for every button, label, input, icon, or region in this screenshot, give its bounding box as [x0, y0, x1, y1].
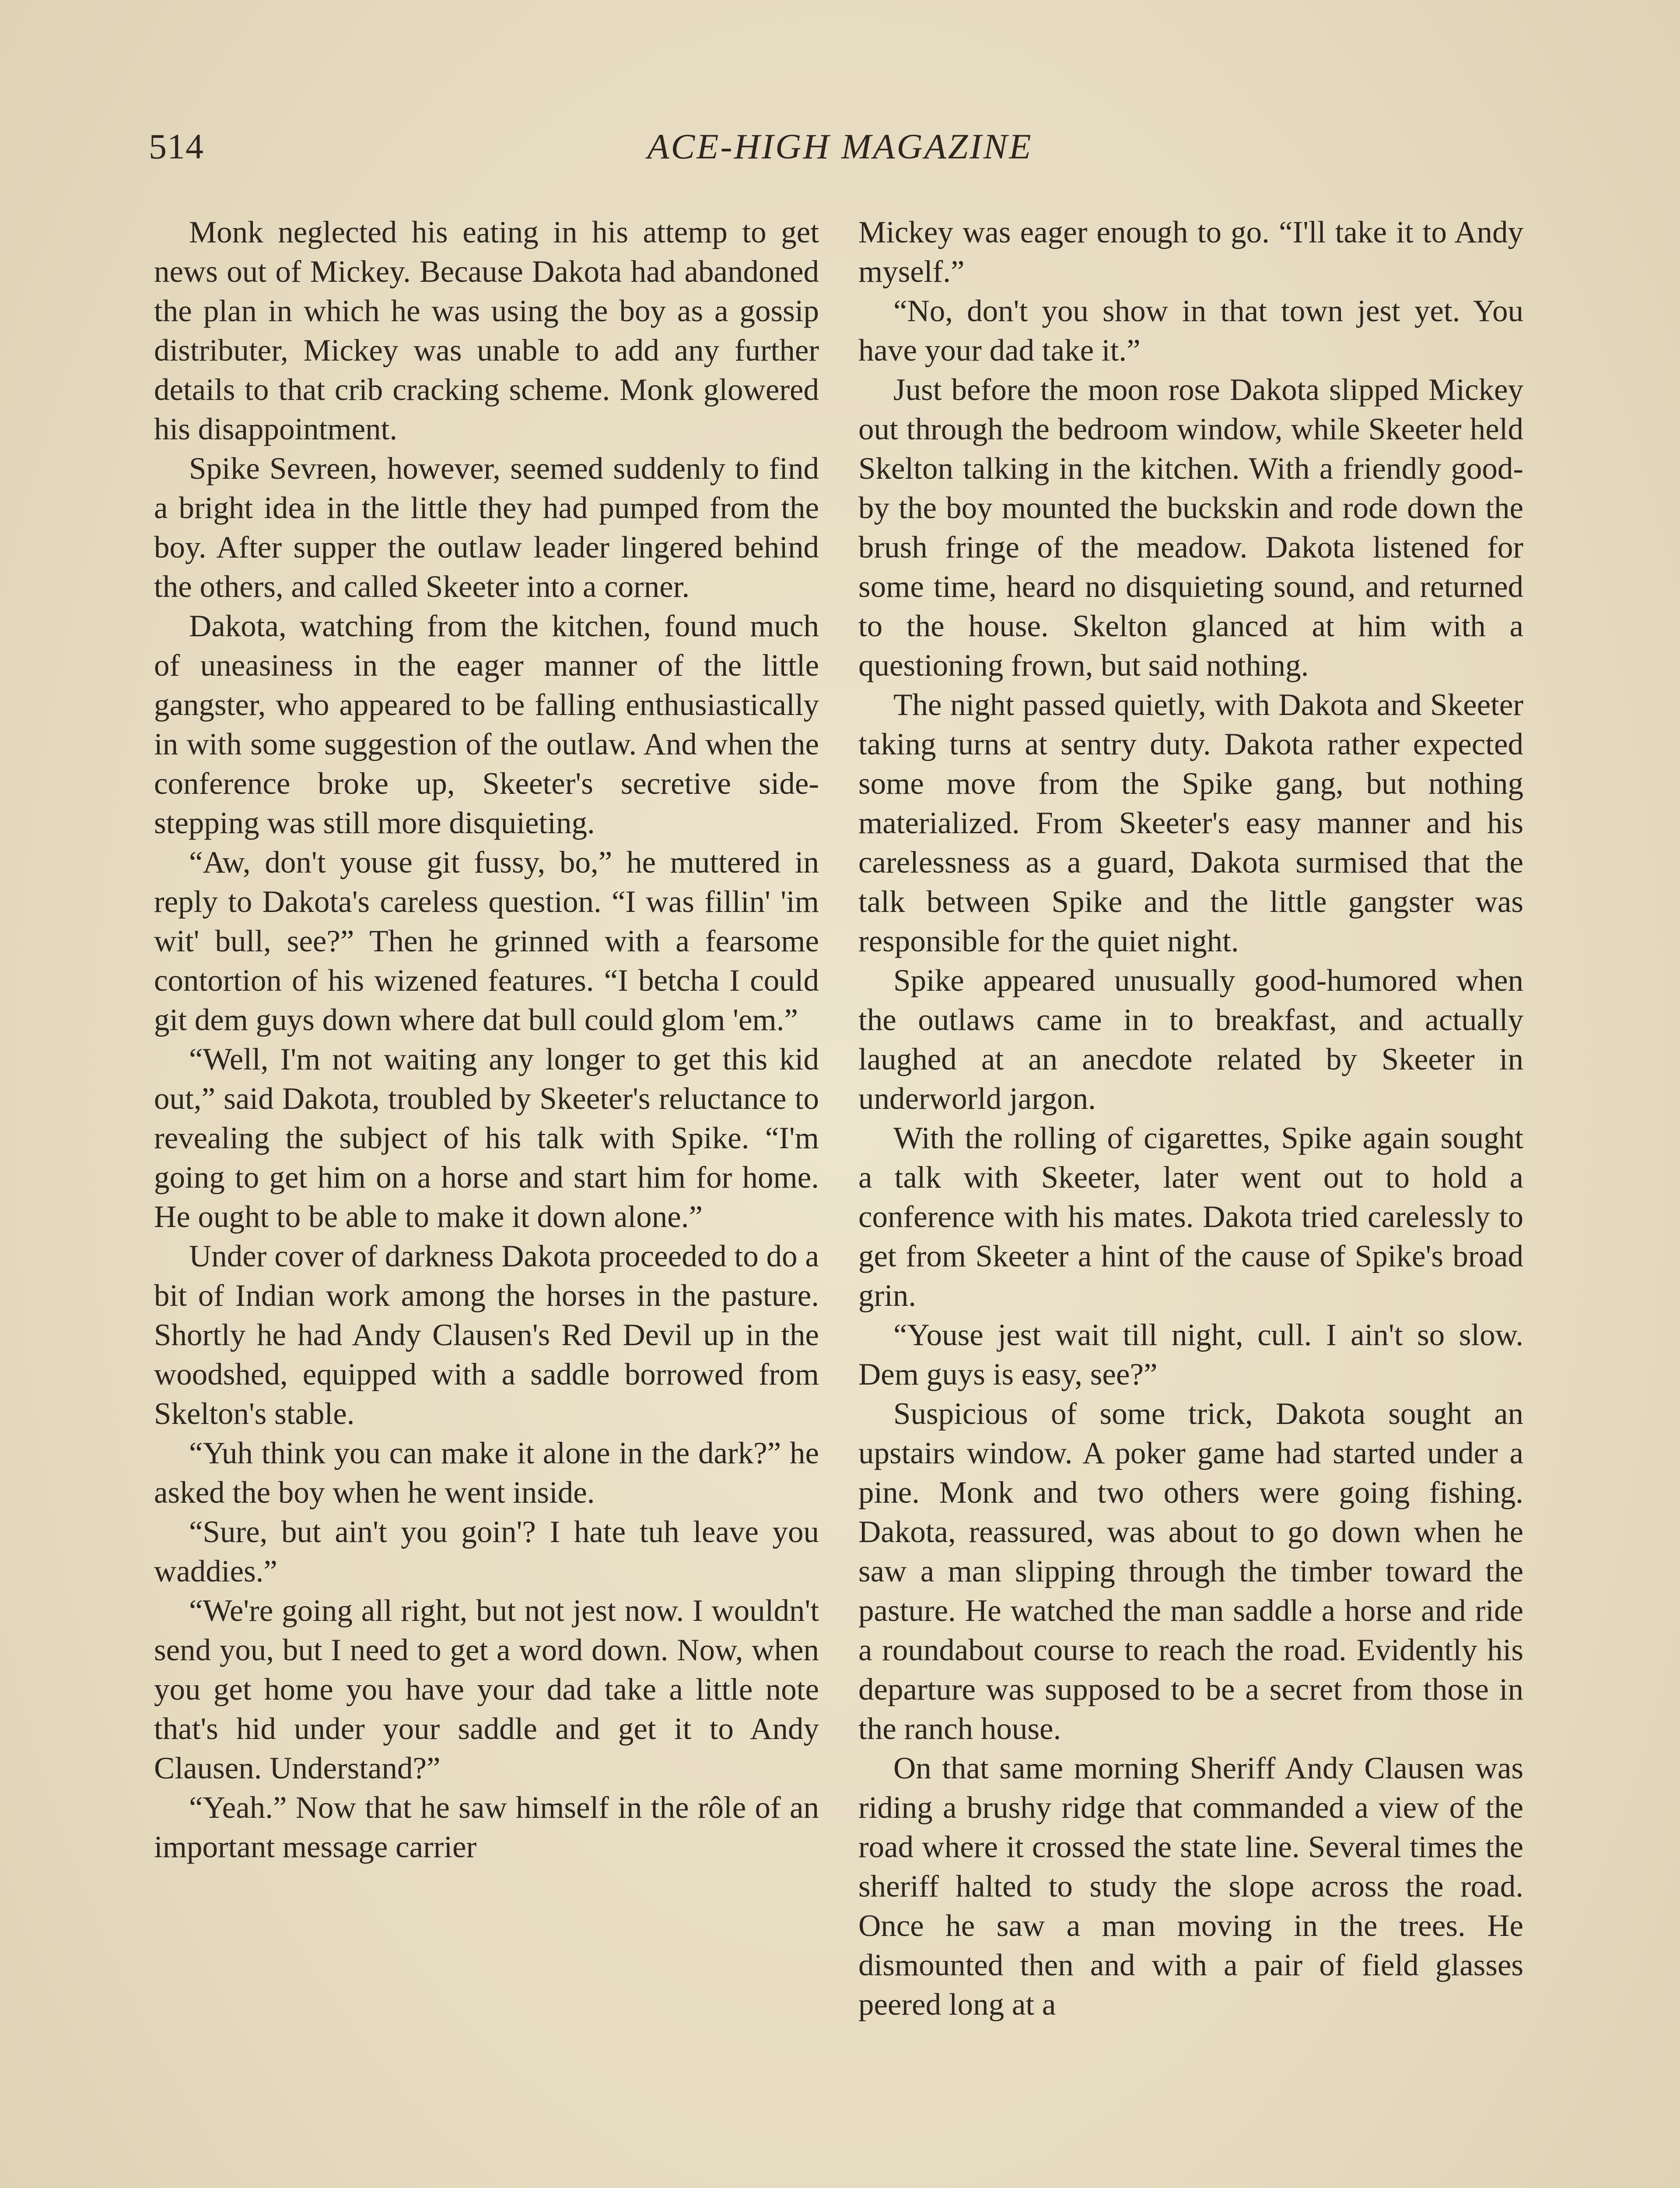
page-number: 514 [149, 126, 204, 166]
paragraph: “Yeah.” Now that he saw himself in the rôle of an important message carrier [154, 1791, 819, 1864]
paragraph: “Youse jest wait till night, cull. I ain't so slow. Dem guys is easy, see?” [858, 1318, 1523, 1392]
paragraph: Spike Sevreen, however, seemed suddenly to find a bright idea in the little they had pumped from the boy. After supper the outlaw leader lingered behind the others, and called Skeeter into a corner. [154, 452, 819, 604]
paragraph: Under cover of darkness Dakota proceeded to do a bit of Indian work among the horses in the pasture. Shortly he had Andy Clausen's Red Devil up in the woodshed, equipped with a saddle borrowed from Skelton's stable. [154, 1239, 819, 1431]
paragraph: On that same morning Sheriff Andy Clausen was riding a brushy ridge that commanded a view of the road where it crossed the state line. Several times the sheriff halted to study the slope across the road. Once he saw a man moving in the trees. He dismounted then and with a pair of field glasses peered long at a [858, 1751, 1523, 2022]
right-column [858, 213, 1523, 2024]
paragraph: “Sure, but ain't you goin'? I hate tuh leave you waddies.” [154, 1515, 819, 1588]
paragraph: Suspicious of some trick, Dakota sought an upstairs window. A poker game had started under a pine. Monk and two others were going fishing. Dakota, reassured, was about to go down when he saw a man slipping through the timber toward the pasture. He watched the man saddle a horse and ride a roundabout course to reach the road. Evidently his departure was supposed to be a secret from those in the ranch house. [858, 1397, 1523, 1746]
left-column [154, 213, 819, 1867]
paragraph-continuation: Mickey was eager enough to go. “I'll take it to Andy myself.” [858, 215, 1523, 289]
paragraph: Monk neglected his eating in his attemp to get news out of Mickey. Because Dakota had abandoned the plan in which he was using the boy as a gossip distributer, Mickey was unable to add any further details to that crib cracking scheme. Monk glowered his disappointment. [154, 215, 819, 446]
paragraph: “Well, I'm not waiting any longer to get this kid out,” said Dakota, troubled by Skeeter's reluctance to revealing the subject of his talk with Spike. “I'm going to get him on a horse and start him for home. He ought to be able to make it down alone.” [154, 1042, 819, 1234]
paragraph: “No, don't you show in that town jest yet. You have your dad take it.” [858, 294, 1523, 368]
paragraph: Dakota, watching from the kitchen, found much of uneasiness in the eager manner of the little gangster, who appeared to be falling enthusiastically in with some suggestion of the outlaw. And when the conference broke up, Skeeter's secretive side-stepping was still more disquieting. [154, 609, 819, 840]
paragraph: The night passed quietly, with Dakota and Skeeter taking turns at sentry duty. Dakota rather expected some move from the Spike gang, but nothing materialized. From Skeeter's easy manner and his carelessness as a guard, Dakota surmised that the talk between Spike and the little gangster was responsible for the quiet night. [858, 688, 1523, 958]
paragraph: With the rolling of cigarettes, Spike again sought a talk with Skeeter, later went out to hold a conference with his mates. Dakota tried carelessly to get from Skeeter a hint of the cause of Spike's broad grin. [858, 1121, 1523, 1313]
paragraph: “Yuh think you can make it alone in the dark?” he asked the boy when he went inside. [154, 1436, 819, 1510]
magazine-title: ACE-HIGH MAGAZINE [647, 126, 1033, 166]
paragraph: “We're going all right, but not jest now. I wouldn't send you, but I need to get a word down. Now, when you get home you have your dad take a little note that's hid under your saddle and get it to Andy Clausen. Understand?” [154, 1594, 819, 1785]
paragraph: “Aw, don't youse git fussy, bo,” he muttered in reply to Dakota's careless question. “I was fillin' 'im wit' bull, see?” Then he grinned with a fearsome contortion of his wizened features. “I betcha I could git dem guys down where dat bull could glom 'em.” [154, 845, 819, 1037]
paragraph: Spike appeared unusually good-humored when the outlaws came in to breakfast, and actually laughed at an anecdote related by Skeeter in underworld jargon. [858, 964, 1523, 1116]
paragraph: Just before the moon rose Dakota slipped Mickey out through the bedroom window, while Skeeter held Skelton talking in the kitchen. With a friendly good-by the boy mounted the buckskin and rode down the brush fringe of the meadow. Dakota listened for some time, heard no disquieting sound, and returned to the house. Skelton glanced at him with a questioning frown, but said nothing. [858, 373, 1523, 683]
